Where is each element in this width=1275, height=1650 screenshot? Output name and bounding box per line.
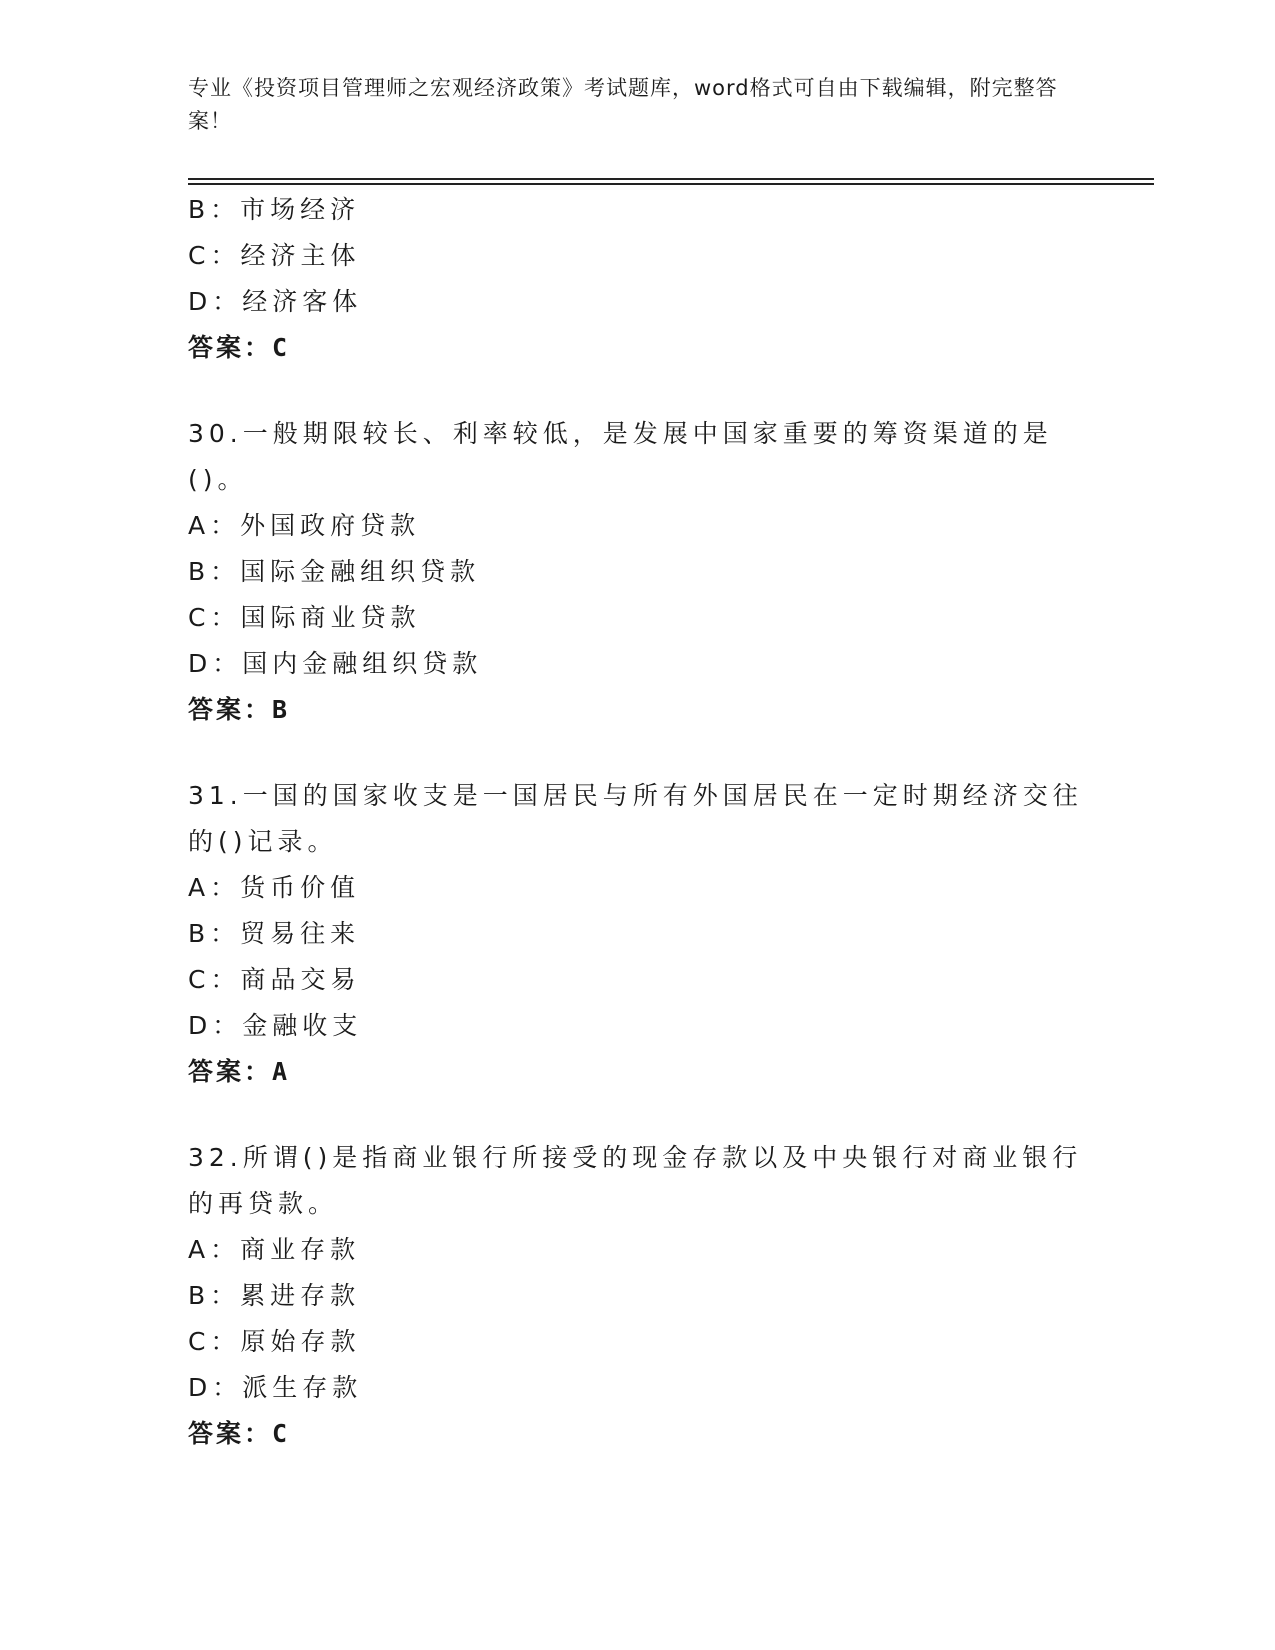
option-d: D：派生存款 bbox=[188, 1373, 363, 1402]
question-block-31 bbox=[188, 773, 1108, 1095]
option-d: D：经济客体 bbox=[188, 287, 363, 316]
answer-line bbox=[188, 1411, 1108, 1457]
question-text: 30.一般期限较长、利率较低，是发展中国家重要的筹资渠道的是()。 bbox=[188, 419, 1053, 494]
header-divider-bottom bbox=[188, 183, 1154, 185]
option-c: C：商品交易 bbox=[188, 965, 361, 994]
document-header: 专业《投资项目管理师之宏观经济政策》考试题库，word格式可自由下载编辑，附完整答案！ bbox=[188, 76, 1058, 133]
answer-line bbox=[188, 687, 1108, 733]
question-block-32 bbox=[188, 1135, 1108, 1457]
option-a: A：货币价值 bbox=[188, 873, 361, 902]
header-divider-top bbox=[188, 178, 1154, 180]
question-text: 32.所谓()是指商业银行所接受的现金存款以及中央银行对商业银行的再贷款。 bbox=[188, 1143, 1083, 1218]
option-b: B：国际金融组织贷款 bbox=[188, 557, 481, 586]
option-c: C：经济主体 bbox=[188, 241, 361, 270]
answer-value: C bbox=[272, 333, 291, 362]
answer-value: B bbox=[272, 695, 291, 724]
option-b: B：累进存款 bbox=[188, 1281, 361, 1310]
option-d: D：国内金融组织贷款 bbox=[188, 649, 483, 678]
option-c: C：国际商业贷款 bbox=[188, 603, 421, 632]
answer-value: A bbox=[272, 1057, 291, 1086]
document-body bbox=[188, 187, 1108, 1457]
answer-label: 答案： bbox=[188, 1057, 273, 1086]
option-d: D：金融收支 bbox=[188, 1011, 363, 1040]
answer-label: 答案： bbox=[188, 1419, 273, 1448]
answer-line bbox=[188, 1049, 1108, 1095]
option-a: A：外国政府贷款 bbox=[188, 511, 421, 540]
question-block-30 bbox=[188, 411, 1108, 733]
answer-value: C bbox=[272, 1419, 291, 1448]
answer-label: 答案： bbox=[188, 333, 273, 362]
option-c: C：原始存款 bbox=[188, 1327, 361, 1356]
question-block-continued bbox=[188, 187, 1108, 371]
answer-line bbox=[188, 325, 1108, 371]
answer-label: 答案： bbox=[188, 695, 273, 724]
option-b: B：贸易往来 bbox=[188, 919, 361, 948]
option-a: A：商业存款 bbox=[188, 1235, 361, 1264]
option-b: B：市场经济 bbox=[188, 195, 361, 224]
question-text: 31.一国的国家收支是一国居民与所有外国居民在一定时期经济交往的()记录。 bbox=[188, 781, 1083, 856]
